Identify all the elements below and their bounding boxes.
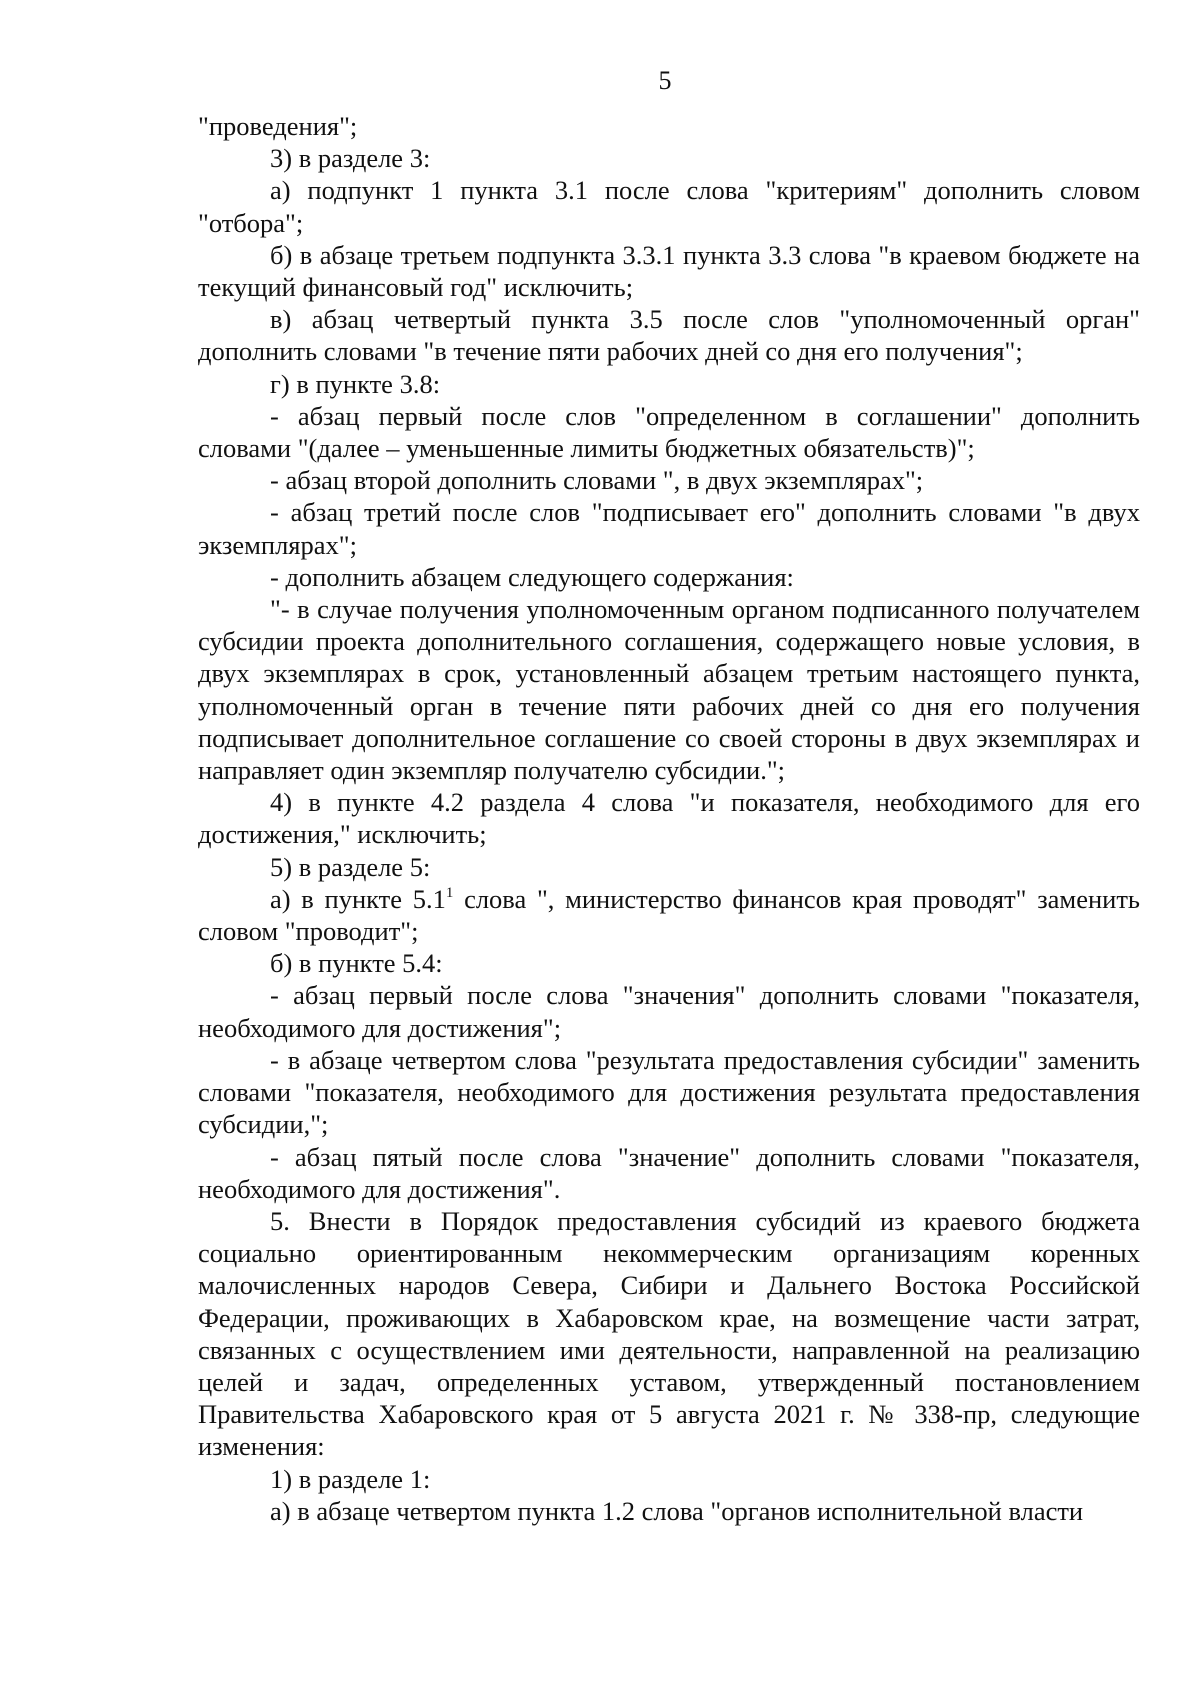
paragraph-text: в) абзац четвертый пункта 3.5 после слов "уполномоченный орган" дополнить словами "в течение пяти рабочих дней со дня его получения"; xyxy=(198,304,1140,367)
paragraph-text: б) в абзаце третьем подпункта 3.3.1 пункта 3.3 слова "в краевом бюджете на текущий финансовый год" исключить; xyxy=(198,239,1140,303)
paragraph xyxy=(198,142,1140,174)
paragraph xyxy=(198,303,1140,367)
paragraph-text: - абзац третий после слов "подписывает его" дополнить словами "в двух экземплярах"; xyxy=(198,497,1140,560)
document-body xyxy=(198,110,1140,1527)
paragraph-text: а) подпункт 1 пункта 3.1 после слова "критериям" дополнить словом "отбора"; xyxy=(198,175,1140,238)
paragraph-text: г) в пункте 3.8: xyxy=(270,368,441,399)
paragraph-text: б) в пункте 5.4: xyxy=(270,948,443,979)
page-number: 5 xyxy=(658,66,672,95)
paragraph-text: а) в абзаце четвертом пункта 1.2 слова "органов исполнительной власти xyxy=(270,1495,1084,1526)
paragraph xyxy=(198,464,1140,496)
paragraph xyxy=(198,1205,1140,1463)
paragraph-text: 1) в разделе 1: xyxy=(270,1463,431,1494)
paragraph xyxy=(198,561,1140,593)
paragraph xyxy=(198,883,1140,947)
paragraph xyxy=(198,786,1140,850)
paragraph-text: - в абзаце четвертом слова "результата предоставления субсидии" заменить словами "показателя, необходимого для достижения результата предоставления субсидии,"; xyxy=(198,1044,1140,1140)
paragraph xyxy=(198,979,1140,1043)
paragraph-text: 5) в разделе 5: xyxy=(270,851,431,882)
paragraph-text: а) в пункте 5.1 xyxy=(270,883,446,914)
paragraph-text: 4) в пункте 4.2 раздела 4 слова "и показателя, необходимого для его достижения," исключить; xyxy=(198,787,1140,850)
paragraph-text: - абзац первый после слова "значения" дополнить словами "показателя, необходимого для достижения"; xyxy=(198,980,1140,1043)
paragraph xyxy=(198,947,1140,979)
paragraph-text: "проведения"; xyxy=(198,111,358,141)
paragraph-text: 3) в разделе 3: xyxy=(270,143,431,174)
paragraph-text-continued: слова ", министерство финансов края проводят" заменить словом "проводит"; xyxy=(198,883,1140,947)
paragraph xyxy=(198,851,1140,883)
paragraph xyxy=(198,239,1140,303)
superscript: 1 xyxy=(445,884,454,901)
paragraph xyxy=(198,174,1140,238)
paragraph xyxy=(198,1463,1140,1495)
paragraph-text: - абзац второй дополнить словами ", в двух экземплярах"; xyxy=(270,465,924,496)
paragraph xyxy=(198,1141,1140,1205)
paragraph-text: - абзац первый после слов "определенном в соглашении" дополнить словами "(далее – уменьшенные лимиты бюджетных обязательств)"; xyxy=(198,400,1140,464)
paragraph xyxy=(198,400,1140,464)
paragraph xyxy=(198,593,1140,786)
paragraph xyxy=(198,1495,1140,1527)
paragraph xyxy=(198,368,1140,400)
paragraph-text: 5. Внести в Порядок предоставления субсидий из краевого бюджета социально ориентированным некоммерческим организациям коренных малочисленных народов Севера, Сибири и Дальнего Востока Российской Федерации, проживающих в Хабаровском крае, на возмещение части затрат, связанных с осуществлением ими деятельности, направленной на реализацию целей и задач, определенных уставом, утвержденный постановлением Правительства Хабаровского края от 5 августа 2021 г. № 338-пр, следующие изменения: xyxy=(198,1205,1140,1462)
paragraph xyxy=(198,496,1140,560)
paragraph-text: - дополнить абзацем следующего содержания: xyxy=(270,561,794,592)
paragraph-text: "- в случае получения уполномоченным органом подписанного получателем субсидии проекта дополнительного соглашения, содержащего новые условия, в двух экземплярах в срок, установленный абзацем третьим настоящего пункта, уполномоченный орган в течение пяти рабочих дней со дня его получения подписывает дополнительное соглашение со своей стороны в двух экземплярах и направляет один экземпляр получателю субсидии."; xyxy=(198,594,1140,786)
paragraph-text: - абзац пятый после слова "значение" дополнить словами "показателя, необходимого для достижения". xyxy=(198,1141,1140,1204)
paragraph xyxy=(198,110,1140,142)
paragraph xyxy=(198,1044,1140,1141)
